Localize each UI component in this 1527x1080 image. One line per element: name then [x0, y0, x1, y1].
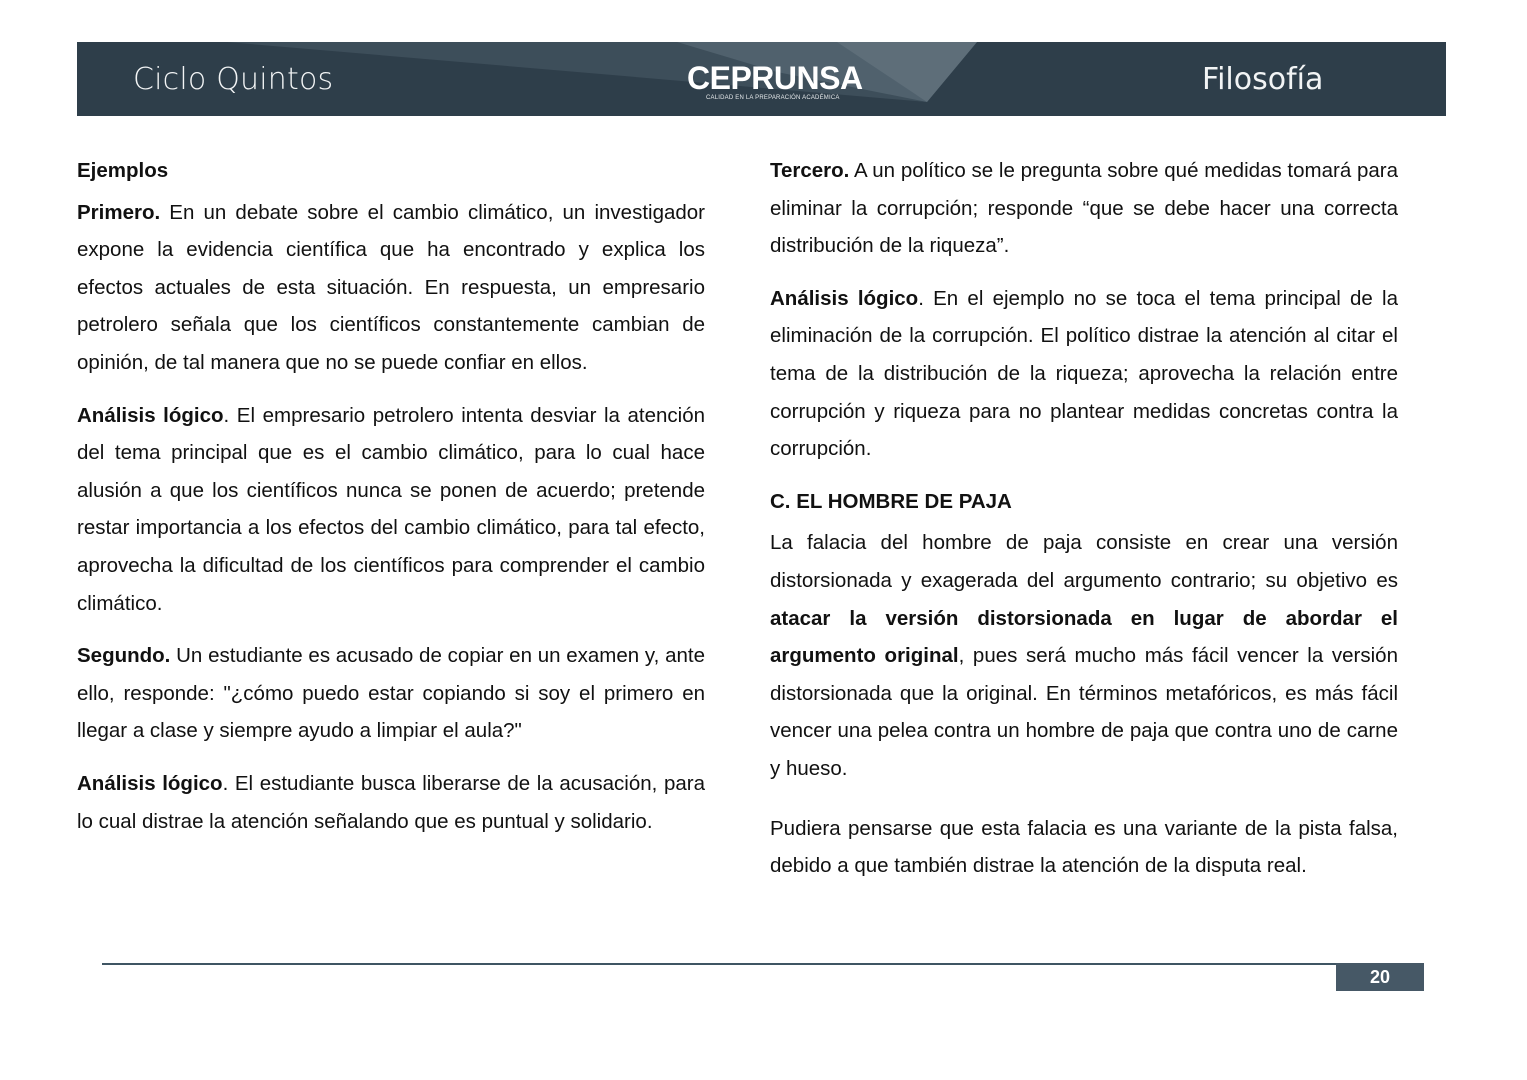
- text: La falacia del hombre de paja consiste en crear una versión distorsionada y exagerada del argumento contrario; su objetivo es: [770, 531, 1398, 592]
- text: . En el ejemplo no se toca el tema principal de la eliminación de la corrupción. El político distrae la atención al citar el tema de la distribución de la riqueza; aprovecha la relación entre corrupción y riqueza para no plantear medidas concretas contra la corrupción.: [770, 286, 1398, 461]
- page-number-badge: 20: [1336, 963, 1424, 991]
- left-column: [77, 152, 705, 855]
- right-column: [770, 152, 1398, 900]
- label: Segundo.: [77, 644, 171, 668]
- strawman-definition: [770, 524, 1398, 787]
- logo-tagline: CALIDAD EN LA PREPARACIÓN ACADÉMICA: [706, 95, 840, 101]
- subject-title: Filosofía: [1202, 62, 1324, 97]
- strawman-note: Pudiera pensarse que esta falacia es una variante de la pista falsa, debido a que también distrae la atención de la disputa real.: [770, 816, 1398, 878]
- text: . El estudiante busca liberarse de la acusación, para lo cual distrae la atención señalando que es puntual y solidario.: [77, 771, 705, 833]
- label: Tercero.: [770, 159, 850, 182]
- cycle-title: Ciclo Quintos: [133, 62, 334, 97]
- page-header: [77, 42, 1446, 116]
- footer-divider: [102, 963, 1424, 965]
- text: . El empresario petrolero intenta desviar la atención del tema principal que es el cambio climático, para lo cual hace alusión a que los científicos nunca se ponen de acuerdo; pretende restar importancia a los efectos del cambio climático, para tal efecto, aprovecha la dificultad de los científicos para comprender el cambio climático.: [77, 403, 705, 615]
- example-second: [77, 637, 705, 750]
- text: A un político se le pregunta sobre qué medidas tomará para eliminar la corrupción; responde “que se debe hacer una correcta distribución de la riqueza”.: [770, 159, 1398, 258]
- section-heading: C. EL HOMBRE DE PAJA: [770, 489, 1012, 513]
- example-third: [770, 152, 1398, 265]
- label: Análisis lógico: [77, 771, 223, 795]
- analysis-third: [770, 280, 1398, 468]
- label: Análisis lógico: [770, 286, 919, 310]
- text: , pues será mucho más fácil vencer la versión distorsionada que la original. En términos metafóricos, es más fácil vencer una pelea contra un hombre de paja que contra uno de carne y hueso.: [770, 644, 1398, 780]
- label: Primero.: [77, 200, 161, 224]
- text: En un debate sobre el cambio climático, un investigador expone la evidencia científica que ha encontrado y explica los efectos actuales de esta situación. En respuesta, un empresario petrolero señala que los científicos constantemente cambian de opinión, de tal manera que no se puede confiar en ellos.: [77, 200, 705, 374]
- emphasis: atacar la versión distorsionada en lugar de abordar el argumento original: [770, 606, 1398, 668]
- label: Análisis lógico: [77, 403, 224, 427]
- example-first: [77, 194, 705, 382]
- text: Un estudiante es acusado de copiar en un examen y, ante ello, responde: "¿cómo puedo estar copiando si soy el primero en llegar a clase y siempre ayudo a limpiar el aula?": [77, 644, 705, 743]
- ceprunsa-logo: CEPRUNSA: [687, 60, 863, 96]
- examples-heading: Ejemplos: [77, 159, 169, 182]
- analysis-first: [77, 397, 705, 623]
- analysis-second: [77, 765, 705, 840]
